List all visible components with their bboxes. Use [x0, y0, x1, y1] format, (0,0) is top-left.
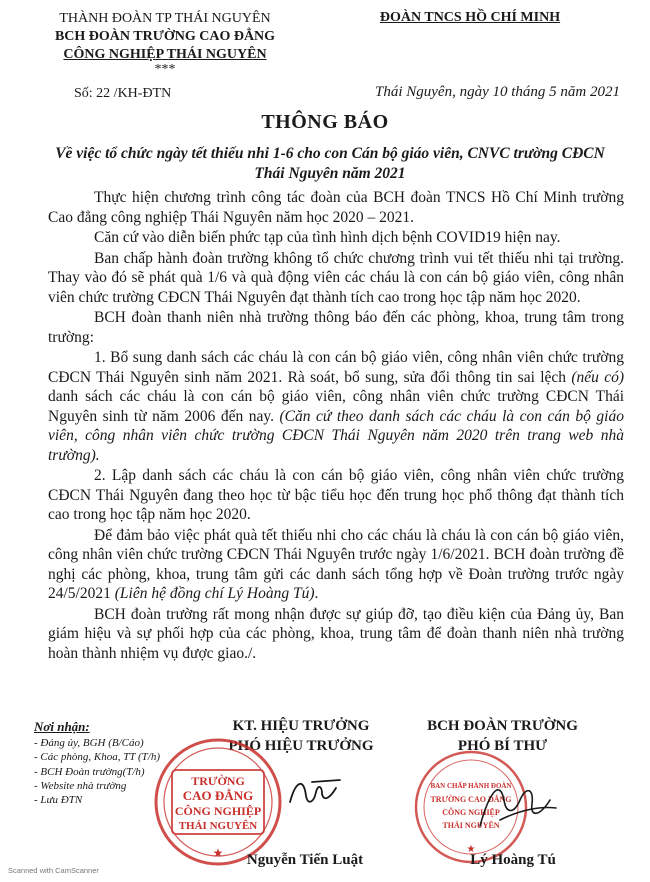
scanner-watermark: Scanned with CamScanner [8, 866, 99, 875]
principal-name: Nguyễn Tiến Luật [246, 852, 364, 868]
signature-left-line-2: PHÓ HIỆU TRƯỞNG [228, 738, 374, 754]
issuer-line-1: THÀNH ĐOÀN TP THÁI NGUYÊN [59, 11, 271, 26]
signature-right-line-1: BCH ĐOÀN TRƯỜNG [427, 718, 578, 734]
signature-right-line-2: PHÓ BÍ THƯ [457, 738, 548, 754]
school-seal [152, 736, 284, 868]
place-date: Thái Nguyên, ngày 10 tháng 5 năm 2021 [375, 84, 620, 100]
paragraph-5-text-a: 1. Bổ sung danh sách các cháu là con cán bộ giáo viên, công nhân viên chức trường CĐCN Thái Nguyên sinh năm 2021. Rà soát, bổ sung, sửa đổi thông tin sai lệch [48, 349, 624, 386]
recipient-item: - Lưu ĐTN [34, 794, 83, 807]
recipient-item: - Các phòng, Khoa, TT (T/h) [34, 751, 161, 764]
svg-text:THÁI NGUYÊN: THÁI NGUYÊN [442, 821, 500, 830]
document-number: Số: 22 /KH-ĐTN [74, 86, 172, 101]
principal-signature [286, 772, 346, 812]
union-header: ĐOÀN TNCS HỒ CHÍ MINH [379, 10, 561, 25]
paragraph-4: BCH đoàn thanh niên nhà trường thông báo đến các phòng, khoa, trung tâm trong trường: [48, 309, 624, 346]
svg-text:BAN CHẤP HÀNH ĐOÀN: BAN CHẤP HÀNH ĐOÀN [430, 782, 512, 790]
svg-text:★: ★ [466, 844, 476, 855]
paragraph-5-note: (nếu có) [571, 368, 624, 386]
svg-text:TRƯỜNG CAO ĐẲNG: TRƯỜNG CAO ĐẲNG [430, 795, 512, 804]
paragraph-7 [48, 526, 624, 604]
paragraph-8: BCH đoàn trường rất mong nhận được sự giúp đỡ, tạo điều kiện của Đảng ủy, Ban giám hiệu và sự phối hợp của các phòng, khoa, trung tâm để đoàn thanh niên nhà trường hoàn thành nhiệm vụ được giao./. [48, 605, 624, 662]
paragraph-6: 2. Lập danh sách các cháu là con cán bộ giáo viên, công nhân viên chức trường CĐCN Thái Nguyên đang theo học từ bậc tiểu học đến trung học phổ thông đạt thành tích cao trong học tập năm học 2020. [48, 467, 624, 523]
union-deputy-name: Lý Hoàng Tú [470, 852, 556, 868]
paragraph-7-contact: (Liên hệ đồng chí Lý Hoàng Tú) [114, 585, 315, 602]
issuer-line-3: CÔNG NGHIỆP THÁI NGUYÊN [63, 47, 267, 62]
paragraph-2: Căn cứ vào diễn biến phức tạp của tình hình dịch bệnh COVID19 hiện nay. [94, 229, 561, 246]
recipient-item: - Website nhà trường [34, 779, 127, 792]
recipient-item: - Đảng ủy, BGH (B/Cáo) [34, 737, 144, 750]
svg-text:★: ★ [212, 846, 224, 860]
union-signature [470, 770, 560, 840]
issuer-line-2: BCH ĐOÀN TRƯỜNG CAO ĐẲNG [54, 29, 276, 44]
paragraph-5-text-c: danh sách các cháu là con cán bộ giáo viên, công nhân viên chức trường CĐCN Thái Nguyên sinh từ năm 2006 đến nay. [48, 388, 624, 425]
paragraph-3: Ban chấp hành đoàn trường không tổ chức chương trình vui tết thiếu nhi tại trường. Thay vào đó sẽ phát quà 1/6 và quà động viên các cháu là con cán bộ giáo viên, công nhân viên chức trường CĐCN Thái Nguyên đạt thành tích cao trong học tập năm học 2020. [48, 249, 624, 306]
paragraph-7-text-a: Để đảm bảo việc phát quà tết thiếu nhi cho các cháu là cháu là con cán bộ giáo viên, công nhân viên chức trường CĐCN Thái Nguyên trước ngày 1/6/2021. BCH đoàn trường đề nghị các phòng, khoa, trung tâm gửi các danh sách tổng hợp về Đoàn trường trước ngày 24/5/2021 [48, 526, 624, 602]
svg-text:CÔNG NGHIỆP: CÔNG NGHIỆP [174, 804, 262, 818]
recipient-item: - BCH Đoàn trường(T/h) [34, 765, 145, 778]
svg-text:TRƯỜNG: TRƯỜNG [191, 774, 245, 788]
signature-left-line-1: KT. HIỆU TRƯỞNG [232, 718, 370, 734]
svg-text:THÁI NGUYÊN: THÁI NGUYÊN [178, 820, 258, 832]
notice-body [48, 188, 624, 664]
paragraph-7-text-c: . [314, 585, 319, 602]
issuer-stars: *** [154, 62, 176, 77]
paragraph-5-reference: (Căn cứ theo danh sách các cháu là con cán bộ giáo viên, công nhân viên chức trường CĐCN Thái Nguyên năm 2020 trên trang web nhà trường). [48, 407, 624, 464]
svg-text:CÔNG NGHIỆP: CÔNG NGHIỆP [442, 808, 500, 817]
svg-text:CAO ĐẲNG: CAO ĐẲNG [182, 788, 254, 803]
notice-title: THÔNG BÁO [261, 111, 389, 133]
recipients-title: Nơi nhận: [34, 719, 90, 734]
paragraph-1: Thực hiện chương trình công tác đoàn của BCH đoàn TNCS Hồ Chí Minh trường Cao đẳng công nghiệp Thái Nguyên năm học 2020 – 2021. [48, 189, 624, 226]
notice-subject: Về việc tổ chức ngày tết thiếu nhi 1-6 cho con Cán bộ giáo viên, CNVC trường CĐCN Thái Nguyên năm 2021 [55, 145, 605, 182]
paragraph-5 [48, 348, 624, 465]
issuer-block [40, 10, 290, 76]
